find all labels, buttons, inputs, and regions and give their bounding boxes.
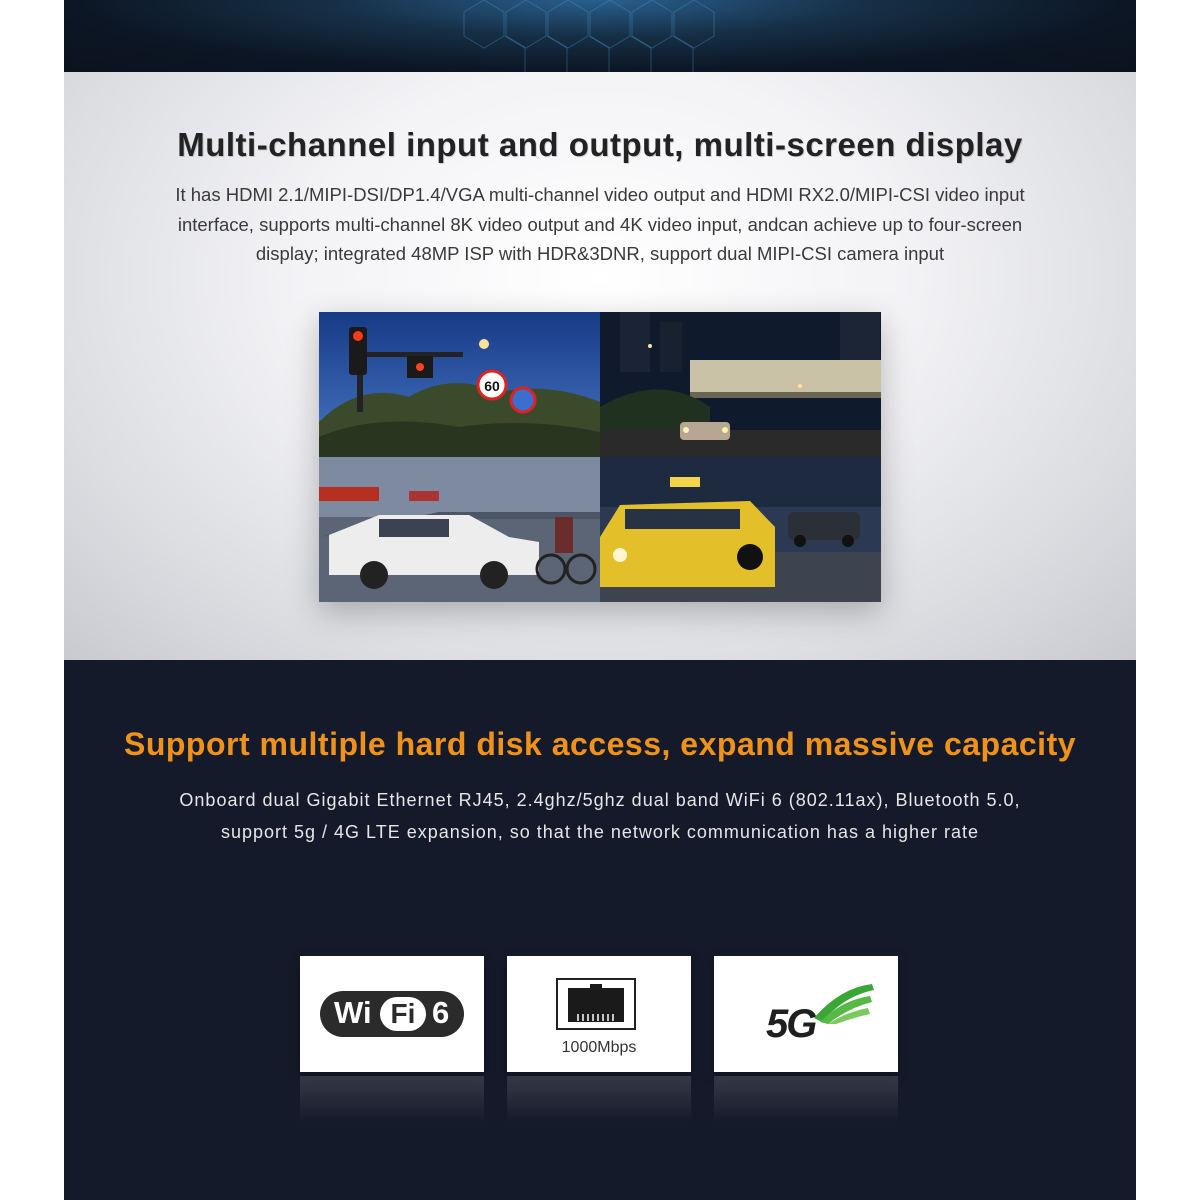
section-title: Support multiple hard disk access, expand massive capacity: [123, 726, 1077, 762]
screen-night-bridge: [600, 312, 881, 457]
5g-text: 5G: [766, 1002, 816, 1046]
description-line: It has HDMI 2.1/MIPI-DSI/DP1.4/VGA multi-channel video output and HDMI RX2.0/MIPI-CSI video input: [175, 184, 1025, 205]
wifi-wi-text: Wi: [334, 995, 372, 1030]
speed-sign-text: 60: [484, 378, 500, 394]
hex-pattern-icon: [64, 0, 1136, 72]
card-reflection: [507, 1076, 691, 1122]
connectivity-section: [64, 660, 1136, 1200]
card-reflection: [714, 1076, 898, 1122]
four-screen-display-image: [319, 312, 881, 602]
card-reflection: [300, 1076, 484, 1122]
5g-card: [714, 956, 898, 1072]
feature-badges: [300, 956, 900, 1072]
description-line: interface, supports multi-channel 8K video output and 4K video input, andcan achieve up to four-screen: [177, 213, 1023, 235]
product-page: [64, 0, 1136, 1200]
ethernet-speed-label: 1000Mbps: [561, 1039, 637, 1056]
screen-traffic-light: [319, 312, 600, 457]
ethernet-card: [507, 956, 691, 1072]
multi-channel-section: [64, 72, 1136, 660]
5g-signal-icon: [810, 978, 876, 1024]
wifi6-logo-icon: [320, 991, 464, 1037]
description-line: support 5g / 4G LTE expansion, so that the network communication has a higher rate: [220, 822, 980, 842]
wifi-six-text: 6: [432, 995, 450, 1030]
screen-yellow-taxi: [600, 457, 881, 602]
wifi-fi-text: Fi: [380, 997, 426, 1031]
wifi6-card: [300, 956, 484, 1072]
hero-banner-strip: [64, 0, 1136, 72]
section-title: Multi-channel input and output, multi-screen display: [177, 126, 1023, 163]
section-description: [104, 784, 1096, 848]
ethernet-port-icon: [556, 978, 636, 1030]
section-description: [124, 180, 1076, 269]
description-line: display; integrated 48MP ISP with HDR&3DNR, support dual MIPI-CSI camera input: [255, 243, 945, 264]
screen-white-car: [319, 457, 600, 602]
description-line: Onboard dual Gigabit Ethernet RJ45, 2.4ghz/5ghz dual band WiFi 6 (802.11ax), Bluetooth 5.0,: [179, 790, 1021, 810]
